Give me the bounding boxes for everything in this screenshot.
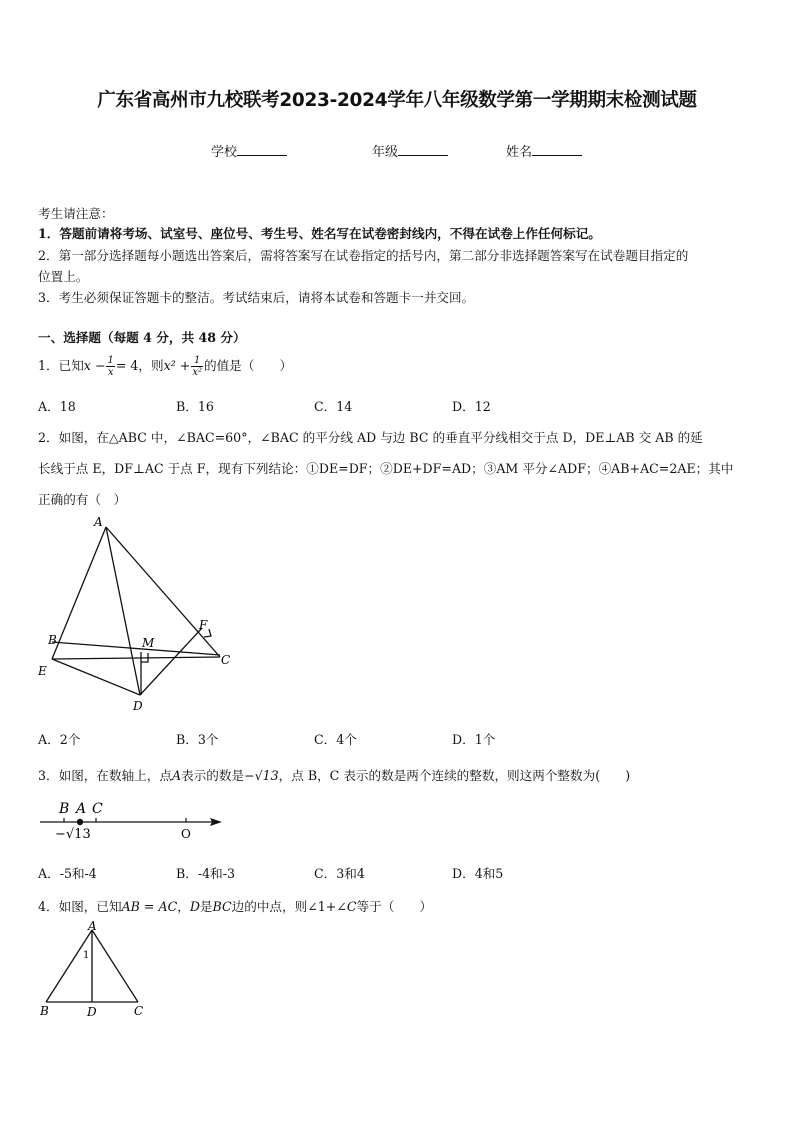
- notice-item: 位置上。: [38, 269, 89, 284]
- grade-blank[interactable]: [398, 143, 448, 156]
- question-4: [38, 896, 432, 915]
- q4-mid1: ，: [177, 899, 190, 914]
- label-B: B: [48, 633, 57, 647]
- q3-suffix: ，点 B，C 表示的数是两个连续的整数，则这两个整数为( ): [278, 768, 631, 783]
- q3-option-d[interactable]: D．4和5: [452, 866, 504, 881]
- q1-fraction-1: [106, 355, 114, 378]
- q3-number-line-figure: [36, 796, 226, 842]
- label-A: A: [88, 919, 97, 933]
- q3-option-a[interactable]: A．-5和-4: [38, 866, 97, 881]
- school-blank[interactable]: [237, 143, 287, 156]
- q4-suffix: 等于（ ）: [356, 899, 433, 914]
- q2-line: 2．如图，在△ABC 中，∠BAC=60°，∠BAC 的平分线 AD 与边 BC 的垂直平分线相交于点 D，DE⊥AB 交 AB 的延: [38, 430, 703, 445]
- q3-point-a: A: [171, 768, 182, 783]
- label-B: B: [59, 801, 70, 817]
- q3-option-b[interactable]: B．-4和-3: [176, 866, 235, 881]
- q1-option-d[interactable]: D．12: [452, 399, 491, 414]
- q2-option-c[interactable]: C．4个: [314, 732, 357, 747]
- q1-expr1-rhs: = 4: [115, 358, 139, 373]
- label-F: F: [199, 618, 208, 632]
- label-D: D: [87, 1005, 97, 1019]
- name-label: 姓名: [506, 145, 533, 160]
- page-title: 广东省高州市九校联考2023-2024学年八年级数学第一学期期末检测试题: [97, 90, 697, 111]
- q4-prefix: 4．如图，已知: [38, 899, 122, 914]
- q1-fraction-2: [191, 355, 203, 378]
- label-value: −√13: [55, 827, 91, 842]
- q1-option-a[interactable]: A．18: [38, 399, 76, 414]
- q3-option-c[interactable]: C．3和4: [314, 866, 365, 881]
- q1-frac2-num: 1: [191, 355, 203, 367]
- notice-item: 1．答题前请将考场、试室号、座位号、考生号、姓名写在试卷密封线内，不得在试卷上作任何标记。: [38, 226, 601, 241]
- q1-expr2: x² +: [163, 358, 191, 373]
- label-D: D: [133, 699, 143, 713]
- grade-field[interactable]: [372, 141, 448, 160]
- notice-item: 2．第一部分选择题每小题选出答案后，需将答案写在试卷指定的括号内，第二部分非选择题答案写在试卷题目指定的: [38, 248, 689, 263]
- q2-line: 正确的有（ ）: [38, 492, 127, 507]
- label-M: M: [142, 636, 155, 650]
- q2-triangle-figure: [30, 512, 250, 718]
- q3-value: −√13: [244, 768, 279, 783]
- q1-suffix: 的值是（ ）: [203, 358, 293, 373]
- q2-line: 长线于点 E，DF⊥AC 于点 F，现有下列结论：①DE=DF；②DE+DF=AD；③AM 平分∠ADF；④AB+AC=2AE；其中: [38, 461, 734, 476]
- q4-mid3: 边的中点，则∠1+∠: [231, 899, 347, 914]
- q1-prefix: 1．已知: [38, 358, 84, 373]
- q1-mid: ，则: [138, 358, 164, 373]
- q3-prefix: 3．如图，在数轴上，点: [38, 768, 172, 783]
- label-origin: O: [181, 827, 191, 841]
- q2-option-d[interactable]: D．1个: [452, 732, 496, 747]
- q2-option-b[interactable]: B．3个: [176, 732, 219, 747]
- label-angle-1: 1: [83, 950, 90, 961]
- label-C: C: [134, 1004, 144, 1018]
- q4-condition: AB = AC: [121, 899, 178, 914]
- school-field[interactable]: [211, 141, 287, 160]
- question-1: [38, 351, 292, 381]
- label-E: E: [38, 664, 47, 678]
- notice-item: 3．考生必须保证答题卡的整洁。考试结束后，请将本试卷和答题卡一并交回。: [38, 290, 475, 305]
- q4-angle-c: C: [346, 899, 357, 914]
- notice-heading: 考生请注意：: [38, 206, 114, 221]
- label-A: A: [76, 801, 87, 817]
- name-field[interactable]: [506, 141, 582, 160]
- q1-option-c[interactable]: C．14: [314, 399, 353, 414]
- q4-point-d: D: [189, 899, 200, 914]
- section-heading: 一、选择题（每题 4 分，共 48 分）: [38, 330, 246, 345]
- q4-segment: BC: [212, 899, 232, 914]
- label-C: C: [221, 653, 231, 667]
- q1-frac2-den: x²: [192, 367, 202, 378]
- question-3: [38, 765, 630, 784]
- grade-label: 年级: [372, 145, 399, 160]
- q3-mid: 表示的数是: [181, 768, 245, 783]
- q1-option-b[interactable]: B．16: [176, 399, 214, 414]
- q1-frac1-num: 1: [107, 355, 114, 366]
- q1-frac1-den: x: [107, 367, 114, 378]
- q1-expr1: x −: [83, 358, 106, 373]
- label-A: A: [94, 515, 103, 529]
- q4-mid2: 是: [199, 899, 213, 914]
- q4-triangle-figure: [36, 918, 156, 1022]
- school-label: 学校: [211, 145, 238, 160]
- label-C: C: [92, 801, 103, 817]
- label-B: B: [40, 1004, 49, 1018]
- q2-option-a[interactable]: A．2个: [38, 732, 81, 747]
- name-blank[interactable]: [532, 143, 582, 156]
